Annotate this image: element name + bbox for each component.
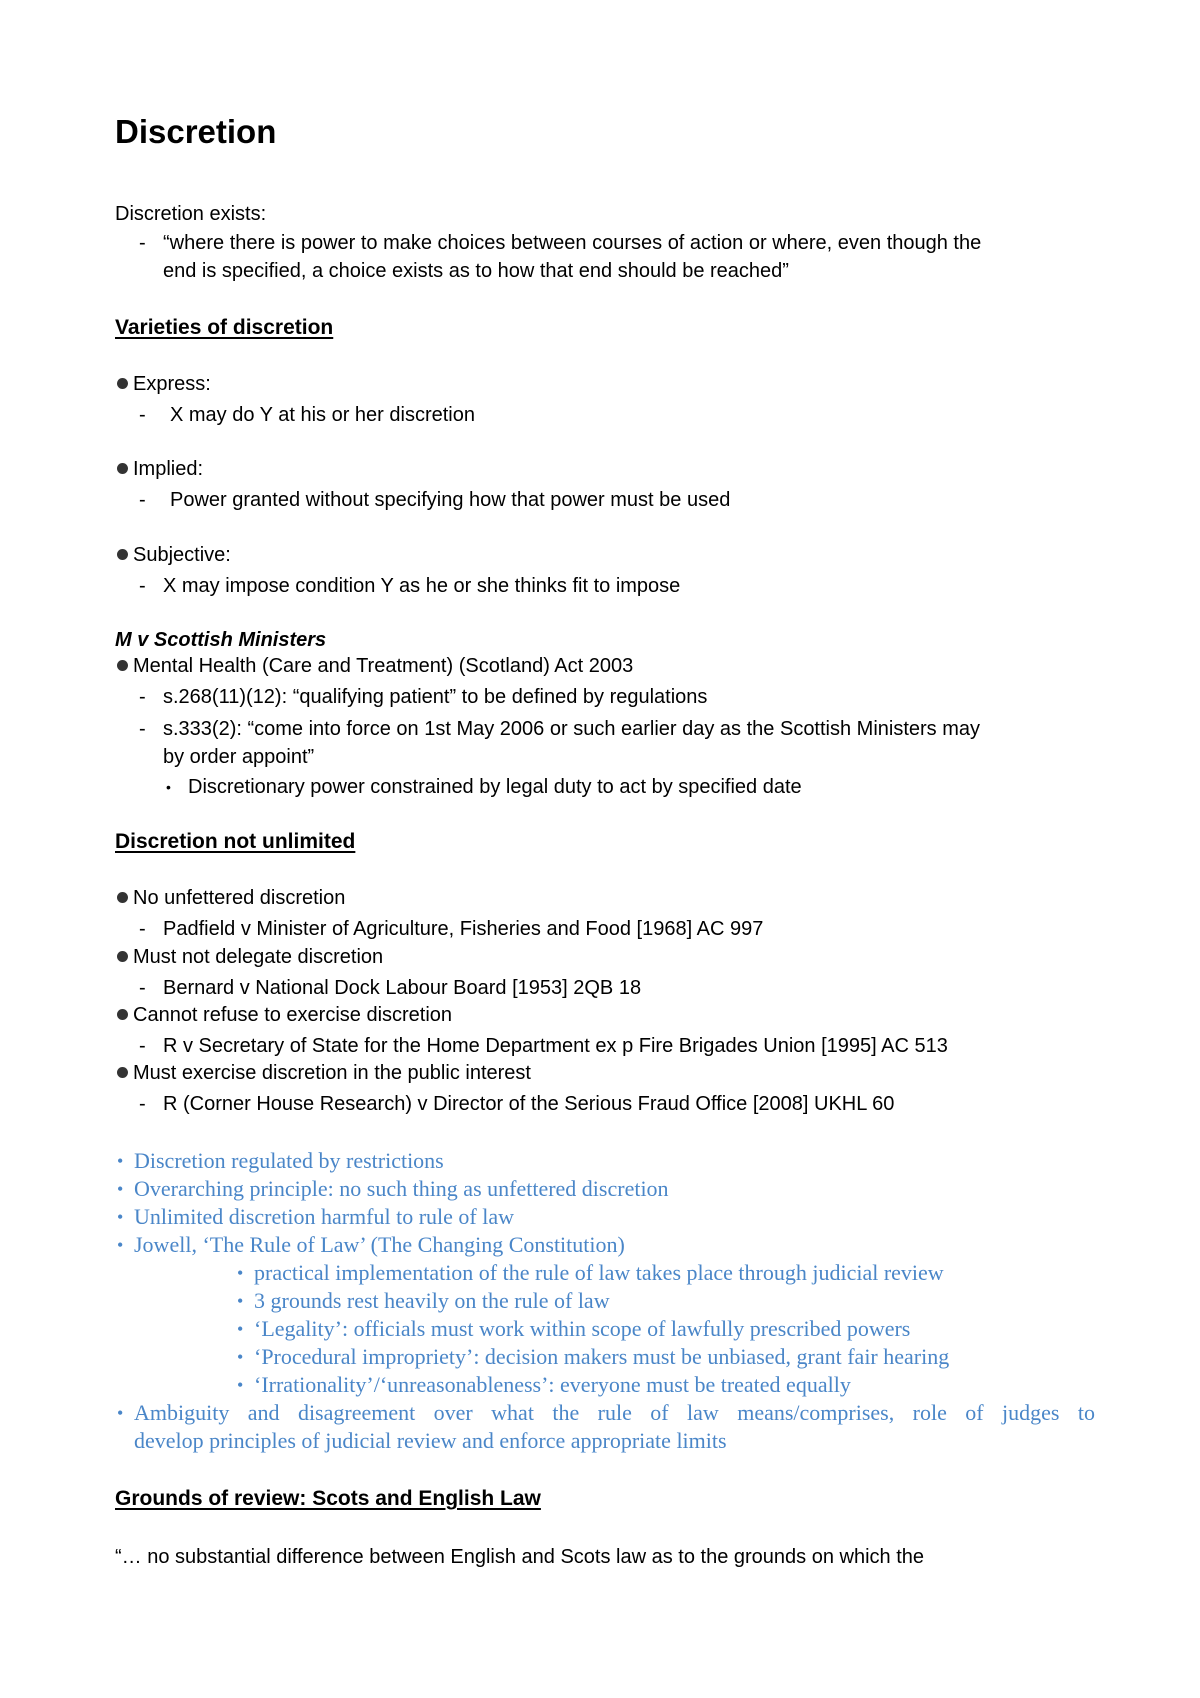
limit-case: R (Corner House Research) v Director of the Serious Fraud Office [2008] UKHL 60	[163, 1093, 895, 1115]
limit-label: No unfettered discretion	[133, 887, 346, 909]
note-sub-bullet: •	[237, 1263, 244, 1283]
dash-bullet: -	[139, 977, 146, 999]
intro-quote-line1: “where there is power to make choices between courses of action or where, even though the	[163, 232, 982, 254]
round-bullet-icon	[117, 1067, 128, 1078]
dash-bullet: -	[139, 575, 146, 597]
note-sub-item: practical implementation of the rule of law takes place through judicial review	[254, 1260, 944, 1285]
note-bullet: •	[117, 1235, 124, 1255]
section-333-line1: s.333(2): “come into force on 1st May 2006 or such earlier day as the Scottish Ministers may	[163, 718, 981, 740]
express-label: Express:	[133, 373, 211, 395]
note-sub-bullet: •	[237, 1291, 244, 1311]
limit-label: Must exercise discretion in the public interest	[133, 1062, 531, 1084]
page-title: Discretion	[115, 113, 277, 150]
note-sub-item: 3 grounds rest heavily on the rule of law	[254, 1288, 610, 1313]
dash-bullet: -	[139, 489, 146, 511]
limit-case: R v Secretary of State for the Home Department ex p Fire Brigades Union [1995] AC 513	[163, 1035, 948, 1057]
section-333-sub: Discretionary power constrained by legal duty to act by specified date	[188, 776, 802, 798]
note-sub-item: ‘Procedural impropriety’: decision makers must be unbiased, grant fair hearing	[254, 1344, 950, 1369]
note-sub-bullet: •	[237, 1375, 244, 1395]
note-sub-item: ‘Irrationality’/‘unreasonableness’: everyone must be treated equally	[254, 1372, 851, 1397]
round-bullet-icon	[117, 549, 128, 560]
intro-label: Discretion exists:	[115, 203, 267, 225]
dash-bullet: -	[139, 1093, 146, 1115]
round-bullet-icon	[117, 378, 128, 389]
note-item: Unlimited discretion harmful to rule of law	[134, 1204, 515, 1229]
heading-varieties: Varieties of discretion	[115, 316, 334, 339]
sub-bullet: •	[166, 779, 171, 795]
round-bullet-icon	[117, 892, 128, 903]
limit-label: Cannot refuse to exercise discretion	[133, 1004, 453, 1026]
heading-grounds: Grounds of review: Scots and English Law	[115, 1487, 541, 1510]
grounds-quote: “… no substantial difference between English and Scots law as to the grounds on which the	[115, 1546, 925, 1568]
intro-quote-line2: end is specified, a choice exists as to how that end should be reached”	[163, 260, 789, 282]
express-item: X may do Y at his or her discretion	[170, 404, 475, 426]
note-bullet: •	[117, 1403, 124, 1423]
case-title: M v Scottish Ministers	[115, 629, 327, 651]
note-final-line1: Ambiguity and disagreement over what the rule of law means/comprises, role of judges to	[134, 1400, 1095, 1425]
note-sub-item: ‘Legality’: officials must work within scope of lawfully prescribed powers	[254, 1316, 911, 1341]
note-sub-bullet: •	[237, 1347, 244, 1367]
note-sub-bullet: •	[237, 1319, 244, 1339]
note-bullet: •	[117, 1151, 124, 1171]
round-bullet-icon	[117, 1009, 128, 1020]
limit-label: Must not delegate discretion	[133, 946, 384, 968]
act-title: Mental Health (Care and Treatment) (Scotland) Act 2003	[133, 655, 634, 677]
limit-case: Padfield v Minister of Agriculture, Fisheries and Food [1968] AC 997	[163, 918, 764, 940]
dash-bullet: -	[139, 686, 146, 708]
limit-case: Bernard v National Dock Labour Board [1953] 2QB 18	[163, 977, 642, 999]
round-bullet-icon	[117, 660, 128, 671]
note-bullet: •	[117, 1207, 124, 1227]
note-item: Jowell, ‘The Rule of Law’ (The Changing Constitution)	[134, 1232, 625, 1257]
note-final-line2: develop principles of judicial review and enforce appropriate limits	[134, 1428, 727, 1453]
note-item: Discretion regulated by restrictions	[134, 1148, 444, 1173]
subjective-label: Subjective:	[133, 544, 231, 566]
dash-bullet: -	[139, 404, 146, 426]
section-333-line2: by order appoint”	[163, 746, 315, 768]
dash-bullet: -	[139, 918, 146, 940]
round-bullet-icon	[117, 463, 128, 474]
section-268: s.268(11)(12): “qualifying patient” to be defined by regulations	[163, 686, 708, 708]
implied-label: Implied:	[133, 458, 204, 480]
subjective-item: X may impose condition Y as he or she thinks fit to impose	[163, 575, 681, 597]
dash-bullet: -	[139, 232, 146, 254]
implied-item: Power granted without specifying how that power must be used	[170, 489, 731, 511]
round-bullet-icon	[117, 951, 128, 962]
dash-bullet: -	[139, 1035, 146, 1057]
note-bullet: •	[117, 1179, 124, 1199]
dash-bullet: -	[139, 718, 146, 740]
note-item: Overarching principle: no such thing as unfettered discretion	[134, 1176, 669, 1201]
heading-not-unlimited: Discretion not unlimited	[115, 830, 356, 853]
